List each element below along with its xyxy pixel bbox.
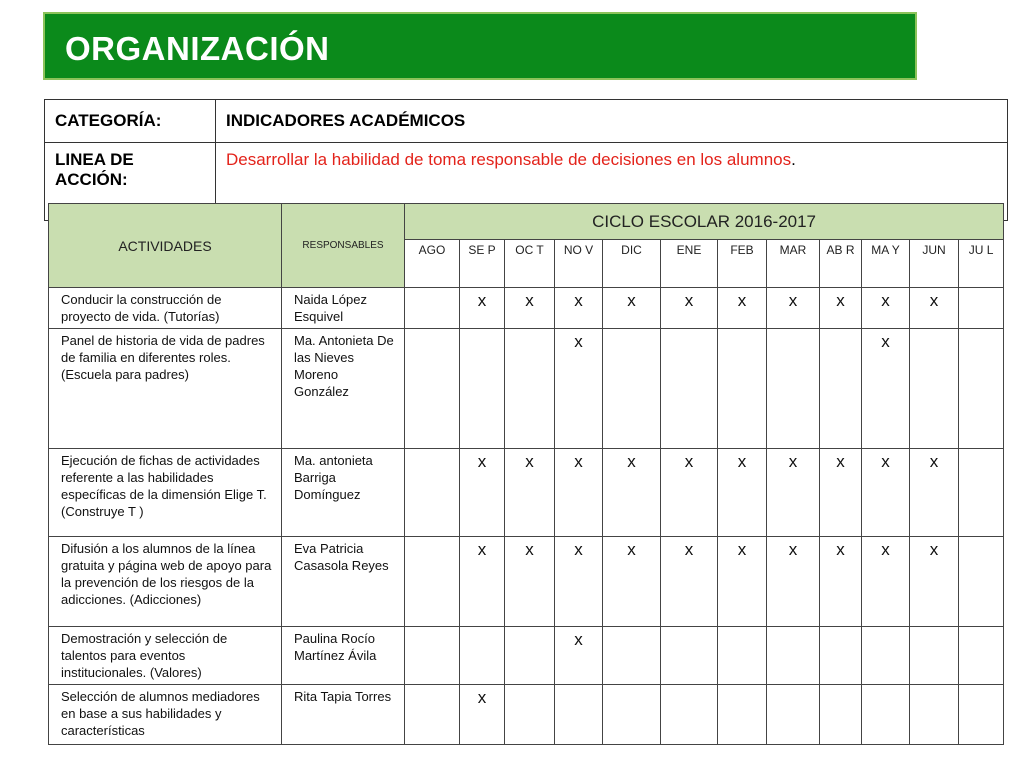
activity-cell: Difusión a los alumnos de la línea gratuita y página web de apoyo para la prevención de los riesgos de la adicciones. (Adicciones) <box>49 537 282 627</box>
action-label: LINEA DE ACCIÓN: <box>45 143 216 221</box>
month-header: DIC <box>603 240 661 288</box>
schedule-mark: x <box>929 452 939 471</box>
month-mark-cell <box>505 329 555 449</box>
schedule-mark: x <box>684 540 694 559</box>
schedule-mark: x <box>881 452 890 471</box>
schedule-mark: x <box>836 540 845 559</box>
category-label: CATEGORÍA: <box>45 100 216 143</box>
month-mark-cell <box>603 537 661 627</box>
table-row <box>49 627 1004 685</box>
month-header: SE P <box>460 240 505 288</box>
activity-cell: Selección de alumnos mediadores en base a sus habilidades y características <box>49 685 282 745</box>
month-mark-cell <box>603 627 661 685</box>
month-mark-cell <box>718 685 767 745</box>
month-mark-cell <box>405 627 460 685</box>
schedule-mark: x <box>477 452 487 471</box>
month-mark-cell <box>820 627 862 685</box>
month-mark-cell <box>405 288 460 329</box>
activity-cell: Conducir la construcción de proyecto de vida. (Tutorías) <box>49 288 282 329</box>
schedule-mark: x <box>881 540 890 559</box>
schedule-mark: x <box>627 540 636 559</box>
month-mark-cell <box>718 537 767 627</box>
schedule-mark: x <box>477 540 487 559</box>
responsible-cell: Eva Patricia Casasola Reyes <box>282 537 405 627</box>
month-header: MAR <box>767 240 820 288</box>
month-mark-cell <box>661 537 718 627</box>
month-mark-cell <box>910 685 959 745</box>
schedule-mark: x <box>929 291 939 310</box>
schedule-mark: x <box>881 291 890 310</box>
month-mark-cell <box>862 627 910 685</box>
month-mark-cell <box>460 627 505 685</box>
month-mark-cell <box>405 537 460 627</box>
month-mark-cell <box>460 537 505 627</box>
table-row <box>49 329 1004 449</box>
month-mark-cell <box>959 329 1004 449</box>
month-mark-cell <box>405 449 460 537</box>
responsible-cell: Rita Tapia Torres <box>282 685 405 745</box>
page-title: ORGANIZACIÓN <box>65 30 330 67</box>
month-mark-cell <box>862 329 910 449</box>
month-mark-cell <box>505 449 555 537</box>
table-row <box>49 449 1004 537</box>
month-mark-cell <box>767 627 820 685</box>
schedule-mark: x <box>929 540 939 559</box>
month-mark-cell <box>820 449 862 537</box>
month-header: MA Y <box>862 240 910 288</box>
month-mark-cell <box>862 537 910 627</box>
schedule-mark: x <box>627 291 636 310</box>
schedule-mark: x <box>574 630 583 649</box>
table-row <box>49 537 1004 627</box>
month-mark-cell <box>661 329 718 449</box>
month-mark-cell <box>862 288 910 329</box>
month-mark-cell <box>910 329 959 449</box>
month-mark-cell <box>661 685 718 745</box>
schedule-mark: x <box>477 291 487 310</box>
month-mark-cell <box>820 685 862 745</box>
month-header: NO V <box>555 240 603 288</box>
month-mark-cell <box>555 449 603 537</box>
month-mark-cell <box>555 537 603 627</box>
activity-cell: Ejecución de fichas de actividades referente a las habilidades específicas de la dimensión Elige T. (Construye T ) <box>49 449 282 537</box>
schedule-mark: x <box>684 291 694 310</box>
month-mark-cell <box>862 685 910 745</box>
schedule-mark: x <box>574 540 583 559</box>
schedule-mark: x <box>477 688 487 707</box>
month-mark-cell <box>505 537 555 627</box>
month-mark-cell <box>505 288 555 329</box>
responsible-cell: Ma. Antonieta De las Nieves Moreno González <box>282 329 405 449</box>
month-header: ENE <box>661 240 718 288</box>
month-mark-cell <box>603 449 661 537</box>
month-mark-cell <box>767 537 820 627</box>
schedule-mark: x <box>737 291 747 310</box>
schedule-mark: x <box>525 291 534 310</box>
table-row <box>49 685 1004 745</box>
month-mark-cell <box>460 288 505 329</box>
month-mark-cell <box>555 627 603 685</box>
month-mark-cell <box>959 288 1004 329</box>
table-row <box>49 288 1004 329</box>
month-header: JU L <box>959 240 1004 288</box>
month-header: AB R <box>820 240 862 288</box>
month-mark-cell <box>767 288 820 329</box>
month-mark-cell <box>959 685 1004 745</box>
schedule-mark: x <box>737 540 747 559</box>
schedule-mark: x <box>836 452 845 471</box>
month-mark-cell <box>820 537 862 627</box>
month-mark-cell <box>661 627 718 685</box>
month-mark-cell <box>767 329 820 449</box>
month-mark-cell <box>661 449 718 537</box>
schedule-mark: x <box>627 452 636 471</box>
month-mark-cell <box>820 329 862 449</box>
schedule-mark: x <box>881 332 890 351</box>
schedule-mark: x <box>574 291 583 310</box>
month-mark-cell <box>505 685 555 745</box>
month-mark-cell <box>959 449 1004 537</box>
schedule-mark: x <box>684 452 694 471</box>
month-mark-cell <box>603 685 661 745</box>
category-value: INDICADORES ACADÉMICOS <box>216 100 1008 143</box>
month-mark-cell <box>910 449 959 537</box>
month-mark-cell <box>767 685 820 745</box>
schedule-mark: x <box>836 291 845 310</box>
schedule-mark: x <box>574 332 583 351</box>
month-mark-cell <box>505 627 555 685</box>
month-mark-cell <box>959 537 1004 627</box>
action-period: . <box>791 150 796 169</box>
month-mark-cell <box>603 329 661 449</box>
month-mark-cell <box>959 627 1004 685</box>
responsible-cell: Naida López Esquivel <box>282 288 405 329</box>
schedule-mark: x <box>788 540 798 559</box>
month-mark-cell <box>405 329 460 449</box>
responsible-cell: Paulina Rocío Martínez Ávila <box>282 627 405 685</box>
schedule-mark: x <box>788 291 798 310</box>
month-mark-cell <box>767 449 820 537</box>
month-mark-cell <box>862 449 910 537</box>
schedule-table <box>48 203 1004 745</box>
month-mark-cell <box>555 329 603 449</box>
category-row <box>45 100 1008 143</box>
activities-header: ACTIVIDADES <box>49 204 282 288</box>
month-mark-cell <box>718 329 767 449</box>
month-mark-cell <box>910 627 959 685</box>
month-mark-cell <box>718 288 767 329</box>
schedule-mark: x <box>788 452 798 471</box>
schedule-mark: x <box>525 452 534 471</box>
activity-cell: Panel de historia de vida de padres de familia en diferentes roles. (Escuela para padres) <box>49 329 282 449</box>
schedule-mark: x <box>525 540 534 559</box>
month-mark-cell <box>460 685 505 745</box>
month-mark-cell <box>910 288 959 329</box>
school-cycle-header: CICLO ESCOLAR 2016-2017 <box>405 204 1004 240</box>
month-mark-cell <box>661 288 718 329</box>
month-mark-cell <box>460 449 505 537</box>
title-banner <box>43 12 917 80</box>
month-header: FEB <box>718 240 767 288</box>
month-mark-cell <box>460 329 505 449</box>
month-header: JUN <box>910 240 959 288</box>
responsible-cell: Ma. antonieta Barriga Domínguez <box>282 449 405 537</box>
month-mark-cell <box>405 685 460 745</box>
month-header: OC T <box>505 240 555 288</box>
month-mark-cell <box>603 288 661 329</box>
month-mark-cell <box>555 288 603 329</box>
month-mark-cell <box>555 685 603 745</box>
month-mark-cell <box>718 449 767 537</box>
month-mark-cell <box>718 627 767 685</box>
schedule-mark: x <box>737 452 747 471</box>
responsables-header: RESPONSABLES <box>282 204 405 288</box>
activity-cell: Demostración y selección de talentos para eventos institucionales. (Valores) <box>49 627 282 685</box>
month-mark-cell <box>910 537 959 627</box>
schedule-mark: x <box>574 452 583 471</box>
month-mark-cell <box>820 288 862 329</box>
month-header: AGO <box>405 240 460 288</box>
action-value: Desarrollar la habilidad de toma responsable de decisiones en los alumnos <box>226 150 792 169</box>
